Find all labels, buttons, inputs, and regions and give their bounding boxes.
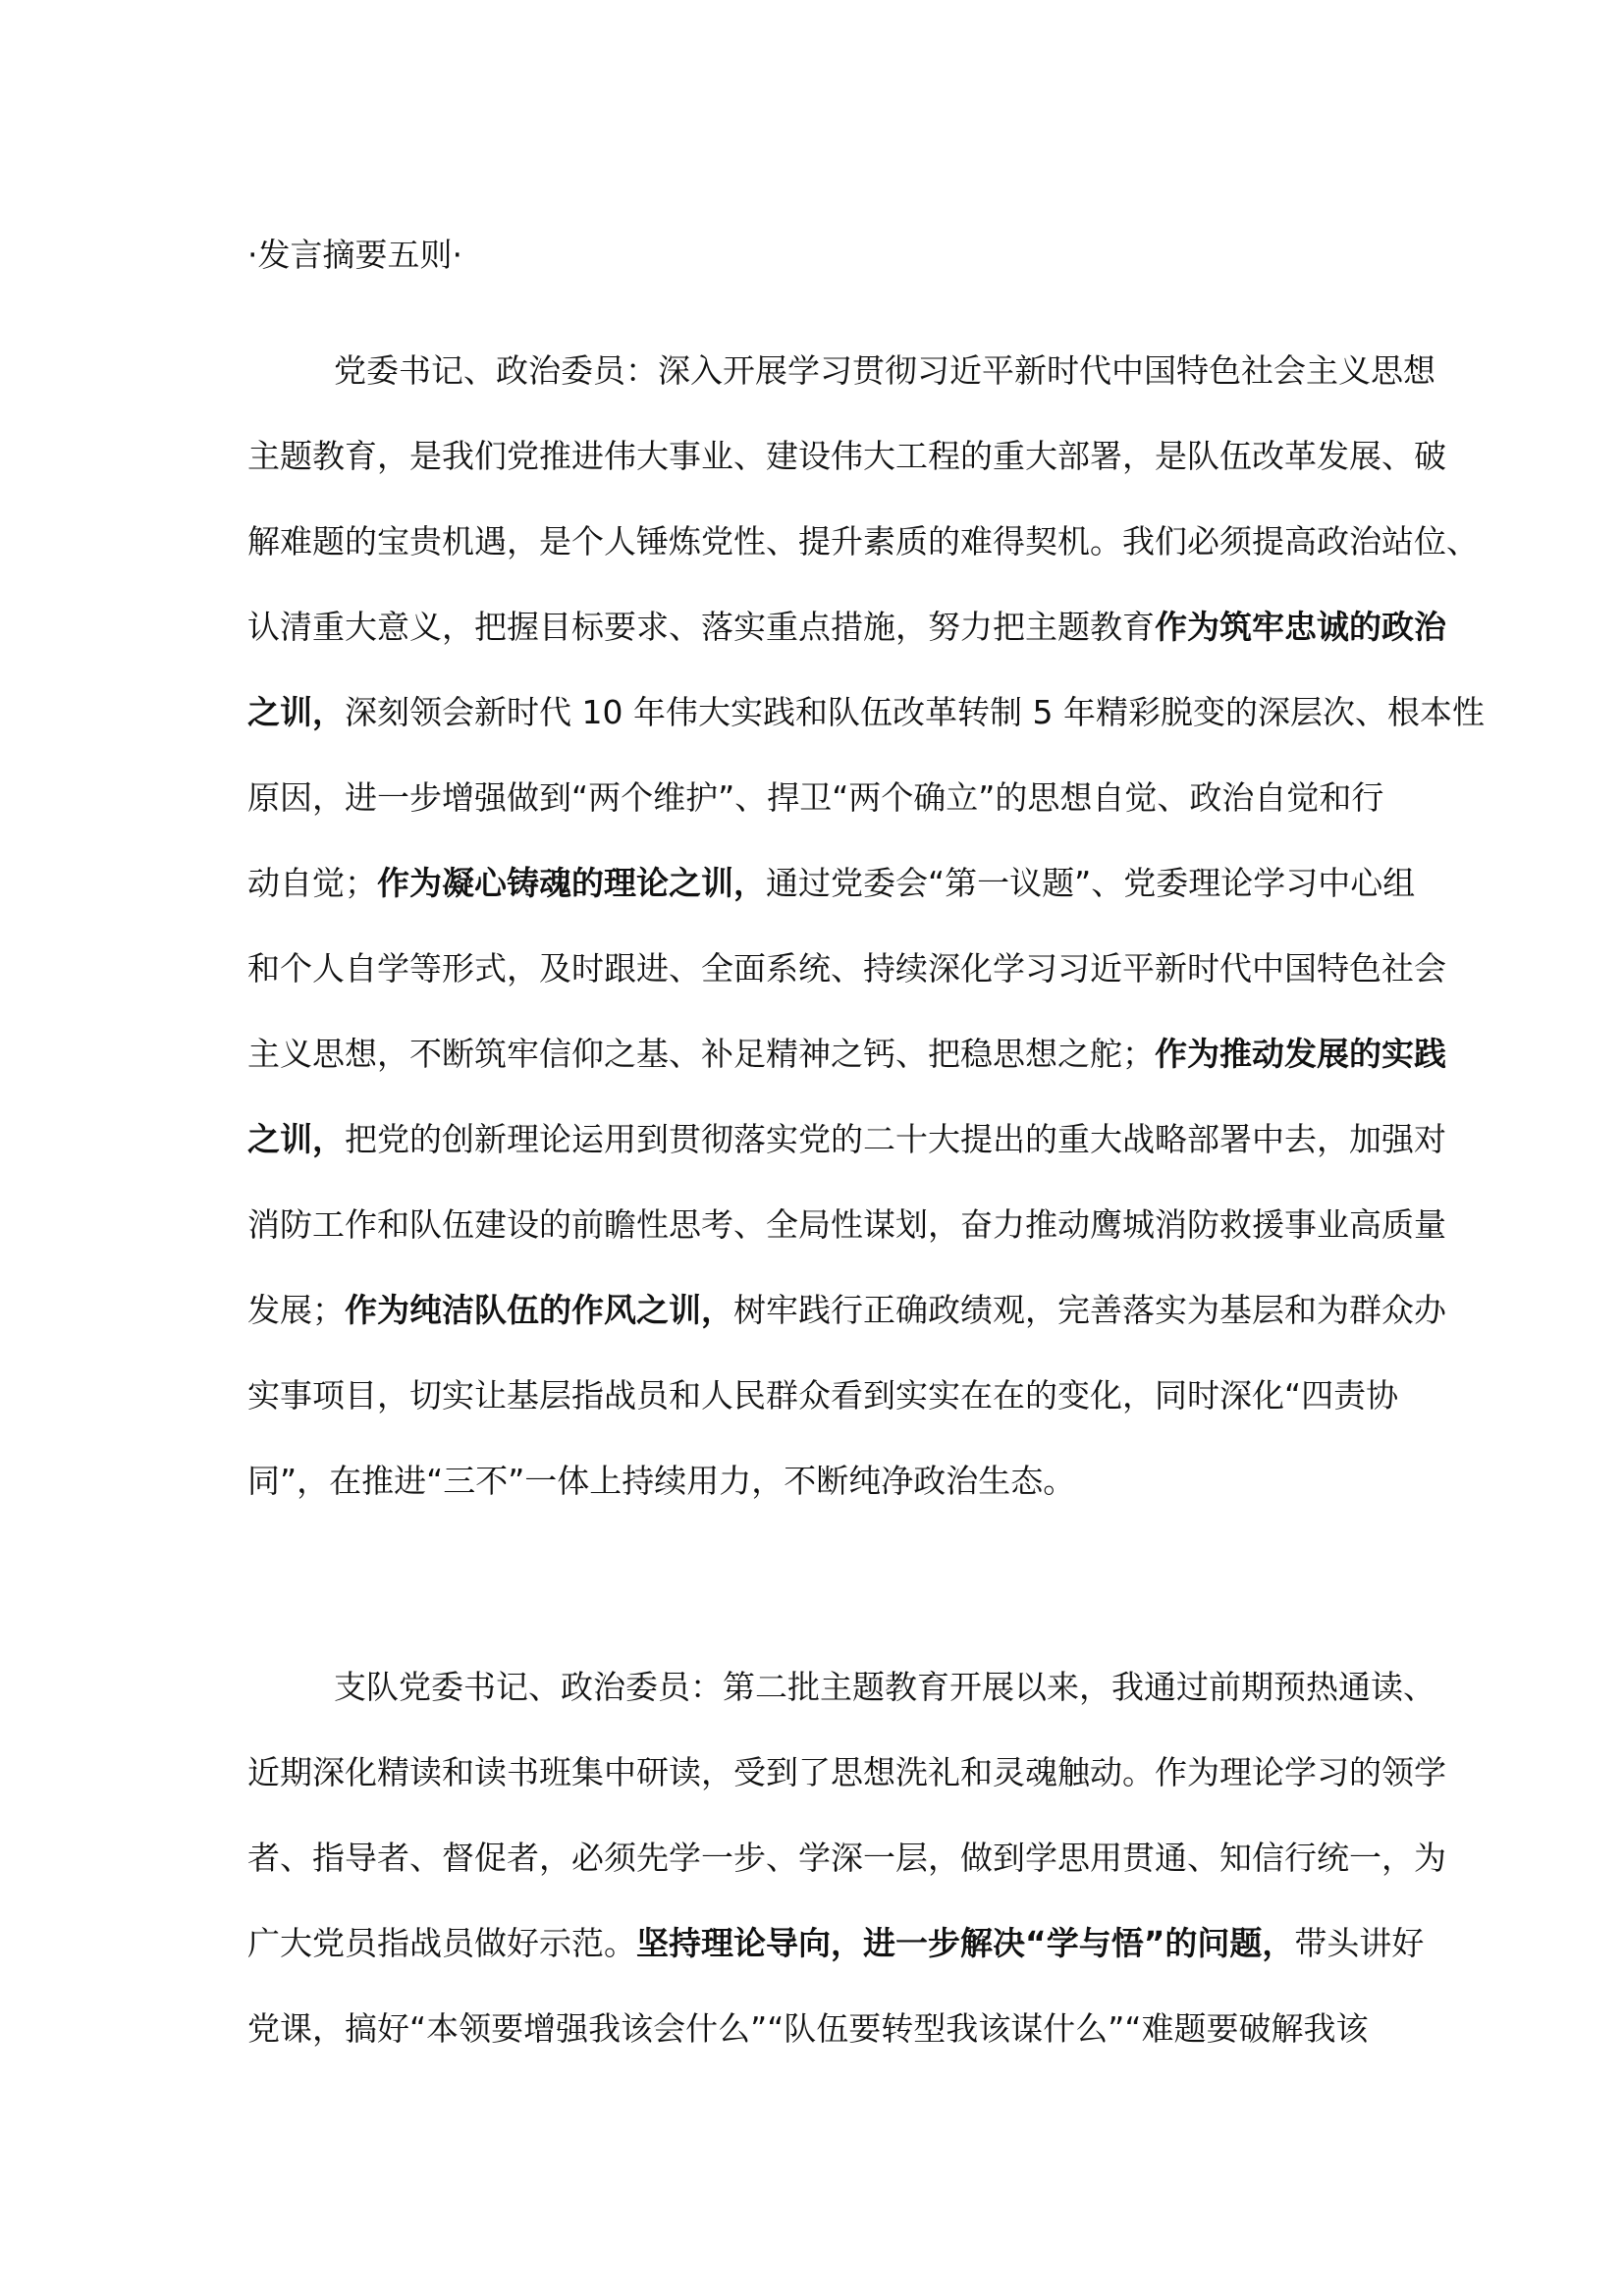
text-line (247, 1267, 1446, 1353)
body-text: 近期深化精读和读书班集中研读，受到了思想洗礼和灵魂触动。作为理论学习的领学 (247, 1753, 1446, 1791)
text-line (247, 1815, 1446, 1900)
text-line (247, 755, 1384, 840)
body-text: 深刻领会新时代 10 年伟大实践和队伍改革转制 5 年精彩脱变的深层次、根本性 (345, 693, 1485, 731)
document-title: ·发言摘要五则· (247, 236, 462, 274)
text-line (334, 1644, 1435, 1730)
text-line (247, 499, 1479, 584)
bold-text: 之训， (247, 1120, 345, 1158)
text-line (334, 328, 1435, 413)
paragraph-party-secretary (247, 328, 1485, 1523)
paragraph-detachment-secretary (247, 1644, 1446, 2071)
body-text: 实事项目，切实让基层指战员和人民群众看到实实在在的变化，同时深化“四责协 (247, 1376, 1399, 1415)
body-text: 主义思想，不断筑牢信仰之基、补足精神之钙、把稳思想之舵； (247, 1035, 1155, 1073)
bold-text: 之训， (247, 693, 345, 731)
bold-text: 作为凝心铸魂的理论之训， (377, 864, 766, 902)
body-text: 支队党委书记、政治委员：第二批主题教育开展以来，我通过前期预热通读、 (334, 1668, 1435, 1706)
body-text: 和个人自学等形式，及时跟进、全面系统、持续深化学习习近平新时代中国特色社会 (247, 949, 1446, 988)
text-line (247, 413, 1446, 499)
body-text: 党委书记、政治委员：深入开展学习贯彻习近平新时代中国特色社会主义思想 (334, 351, 1435, 390)
body-text: 通过党委会“第一议题”、党委理论学习中心组 (766, 864, 1416, 902)
body-text: 同”，在推进“三不”一体上持续用力，不断纯净政治生态。 (247, 1462, 1076, 1500)
text-line (247, 1096, 1446, 1182)
body-text: 党课，搞好“本领要增强我该会什么”“队伍要转型我该谋什么”“难题要破解我该 (247, 2009, 1369, 2048)
body-text: 广大党员指战员做好示范。 (247, 1924, 636, 1962)
text-line (247, 1986, 1369, 2071)
text-line (247, 1438, 1359, 1523)
body-text: 树牢践行正确政绩观，完善落实为基层和为群众办 (733, 1291, 1446, 1329)
body-text: 消防工作和队伍建设的前瞻性思考、全局性谋划，奋力推动鹰城消防救援事业高质量 (247, 1205, 1446, 1244)
body-text: 把党的创新理论运用到贯彻落实党的二十大提出的重大战略部署中去，加强对 (345, 1120, 1446, 1158)
text-line (247, 1730, 1446, 1815)
body-text: 原因，进一步增强做到“两个维护”、捍卫“两个确立”的思想自觉、政治自觉和行 (247, 778, 1384, 817)
text-line (247, 1182, 1446, 1267)
body-text: 主题教育，是我们党推进伟大事业、建设伟大工程的重大部署，是队伍改革发展、破 (247, 437, 1446, 475)
body-text: 认清重大意义，把握目标要求、落实重点措施，努力把主题教育 (247, 608, 1155, 646)
bold-text: 坚持理论导向，进一步解决“学与悟”的问题， (636, 1924, 1295, 1962)
text-line (247, 1011, 1446, 1096)
body-text: 动自觉； (247, 864, 377, 902)
text-line (247, 584, 1446, 669)
text-line (247, 840, 1416, 926)
document-body (247, 212, 1485, 2071)
bold-text: 作为推动发展的实践 (1155, 1035, 1446, 1073)
body-text: 发展； (247, 1291, 345, 1329)
body-text: 带头讲好 (1294, 1924, 1425, 1962)
body-text: 解难题的宝贵机遇，是个人锤炼党性、提升素质的难得契机。我们必须提高政治站位、 (247, 522, 1479, 561)
text-line (247, 1353, 1399, 1438)
bold-text: 作为纯洁队伍的作风之训， (345, 1291, 733, 1329)
body-text: 者、指导者、督促者，必须先学一步、学深一层，做到学思用贯通、知信行统一，为 (247, 1839, 1446, 1877)
bold-text: 作为筑牢忠诚的政治 (1155, 608, 1446, 646)
text-line (247, 669, 1485, 755)
text-line (247, 926, 1446, 1011)
text-line (247, 1900, 1425, 1986)
